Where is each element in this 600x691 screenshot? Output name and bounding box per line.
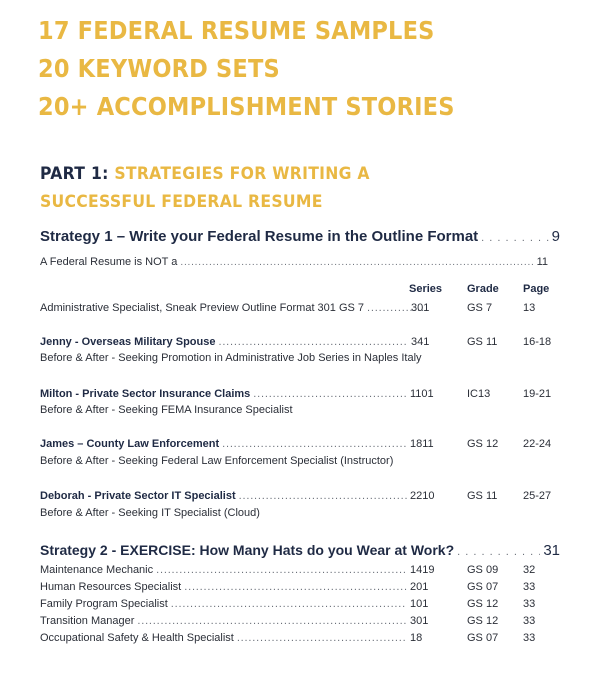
leader-dots <box>457 546 540 558</box>
entry-series: 201 <box>410 581 429 593</box>
leader-dots <box>222 438 407 450</box>
entry-subtitle: Before & After - Seeking Promotion in Administrative Job Series in Naples Italy <box>40 352 422 364</box>
entry-series: 1101 <box>410 388 434 400</box>
toc-entry[interactable] <box>40 336 410 348</box>
entry-subtitle: Before & After - Seeking Federal Law Enforcement Specialist (Instructor) <box>40 455 394 467</box>
entry-series: 1811 <box>410 438 434 450</box>
strategy-2-page: 31 <box>543 542 560 559</box>
entry-series: 18 <box>410 632 423 644</box>
entry-grade: GS 11 <box>467 490 498 502</box>
entry-page: 22-24 <box>523 438 552 450</box>
entry-page: 13 <box>523 302 536 314</box>
toc-strategy-1[interactable] <box>40 228 560 245</box>
toc-entry[interactable] <box>40 632 410 644</box>
entry-page: 33 <box>523 632 536 644</box>
entry-grade: GS 07 <box>467 581 499 593</box>
entry-title: Human Resources Specialist <box>40 581 182 593</box>
toc-entry[interactable] <box>40 581 410 593</box>
toc-entry[interactable] <box>40 598 410 610</box>
leader-dots <box>481 232 548 244</box>
entry-title: James – County Law Enforcement <box>40 438 220 450</box>
entry-grade: GS 12 <box>467 615 499 627</box>
entry-page: 33 <box>523 598 536 610</box>
entry-page: 19-21 <box>523 388 552 400</box>
entry-title: Family Program Specialist <box>40 598 168 610</box>
entry-title: Jenny - Overseas Military Spouse <box>40 336 216 348</box>
part-label: PART 1: <box>40 164 109 184</box>
entry-page: 33 <box>523 581 536 593</box>
part-title-line2: SUCCESSFUL FEDERAL RESUME <box>40 192 323 212</box>
toc-entry[interactable] <box>40 302 432 314</box>
entry-title: Milton - Private Sector Insurance Claims <box>40 388 251 400</box>
column-header-grade: Grade <box>467 283 499 295</box>
entry-title: Deborah - Private Sector IT Specialist <box>40 490 236 502</box>
toc-entry-note[interactable] <box>40 256 548 268</box>
entry-grade: IC13 <box>467 388 491 400</box>
entry-series: 341 <box>411 336 430 348</box>
entry-page: 33 <box>523 615 536 627</box>
entry-grade: GS 7 <box>467 302 493 314</box>
strategy-1-page: 9 <box>551 228 560 245</box>
leader-dots <box>156 564 407 576</box>
leader-dots <box>171 598 407 610</box>
toc-entry[interactable] <box>40 438 410 450</box>
hero-line-keywords: 20 KEYWORD SETS <box>38 54 280 83</box>
hero-heading <box>38 12 455 126</box>
part-title-line1: STRATEGIES FOR WRITING A <box>114 164 370 184</box>
entry-series: 301 <box>410 615 429 627</box>
entry-series: 301 <box>411 302 430 314</box>
entry-title: Transition Manager <box>40 615 135 627</box>
note-page: 11 <box>536 256 548 268</box>
entry-subtitle: Before & After - Seeking FEMA Insurance Specialist <box>40 404 293 416</box>
strategy-1-title: Strategy 1 – Write your Federal Resume in the Outline Format <box>40 228 479 245</box>
entry-grade: GS 12 <box>467 598 499 610</box>
toc-entry[interactable] <box>40 490 410 502</box>
entry-title: Occupational Safety & Health Specialist <box>40 632 234 644</box>
entry-series: 101 <box>410 598 429 610</box>
toc-strategy-2[interactable] <box>40 542 560 559</box>
leader-dots <box>218 336 407 348</box>
entry-subtitle: Before & After - Seeking IT Specialist (Cloud) <box>40 507 260 519</box>
column-header-page: Page <box>523 283 550 295</box>
entry-grade: GS 11 <box>467 336 498 348</box>
entry-page: 25-27 <box>523 490 552 502</box>
toc-entry[interactable] <box>40 615 410 627</box>
note-title: A Federal Resume is NOT a <box>40 256 178 268</box>
hero-line-stories: 20+ ACCOMPLISHMENT STORIES <box>38 92 455 121</box>
entry-grade: GS 09 <box>467 564 499 576</box>
entry-series: 1419 <box>410 564 435 576</box>
entry-title: Administrative Specialist, Sneak Preview Outline Format 301 GS 7 <box>40 302 365 314</box>
strategy-2-title: Strategy 2 - EXERCISE: How Many Hats do you Wear at Work? <box>40 542 455 558</box>
leader-dots <box>180 257 533 268</box>
entry-page: 16-18 <box>523 336 552 348</box>
leader-dots <box>237 632 407 644</box>
column-header-series: Series <box>409 283 443 295</box>
entry-page: 32 <box>523 564 536 576</box>
hero-line-samples: 17 FEDERAL RESUME SAMPLES <box>38 16 435 45</box>
leader-dots <box>184 581 407 593</box>
leader-dots <box>137 615 407 627</box>
toc-entry[interactable] <box>40 564 410 576</box>
leader-dots <box>239 490 407 502</box>
entry-grade: GS 12 <box>467 438 499 450</box>
entry-grade: GS 07 <box>467 632 499 644</box>
part-heading <box>40 160 370 216</box>
entry-series: 2210 <box>410 490 435 502</box>
leader-dots <box>253 388 407 400</box>
entry-title: Maintenance Mechanic <box>40 564 154 576</box>
toc-entry[interactable] <box>40 388 410 400</box>
